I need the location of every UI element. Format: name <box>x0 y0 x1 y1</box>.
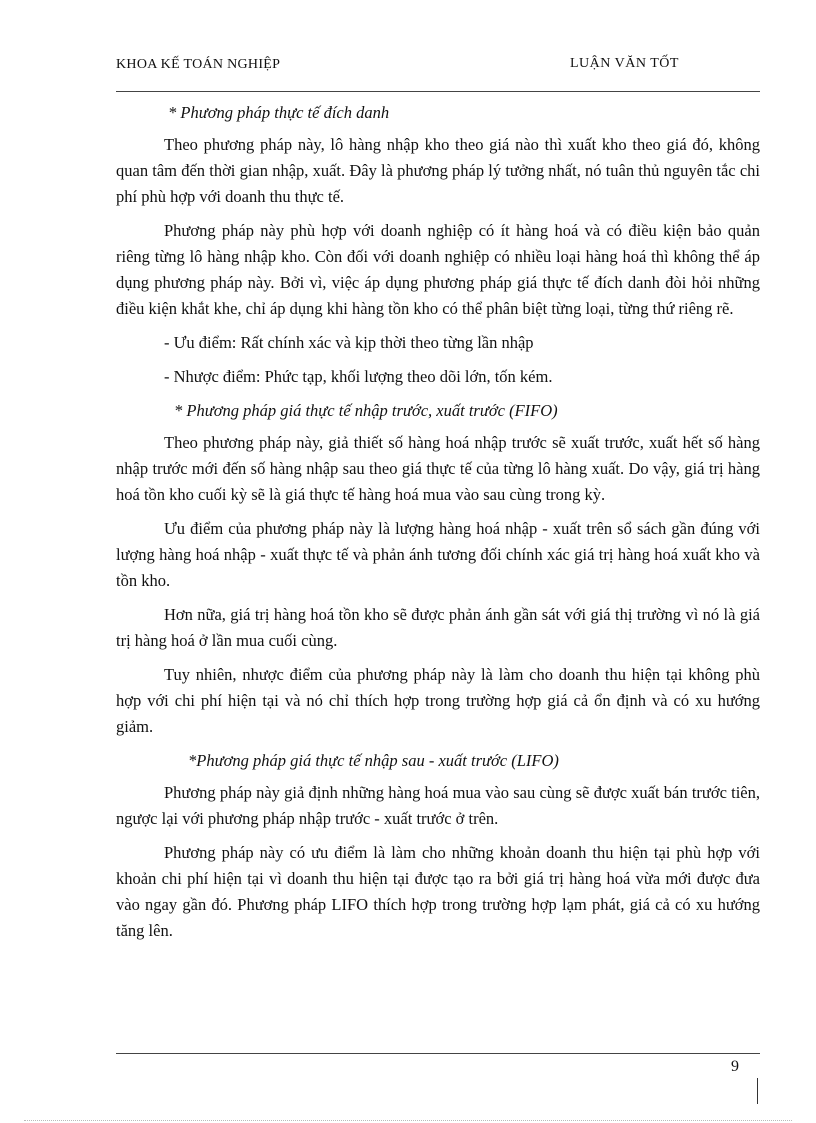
paragraph: Phương pháp này giả định những hàng hoá mua vào sau cùng sẽ được xuất bán trước tiên, ngược lại với phương pháp nhập trước - xuất trước ở trên. <box>116 783 760 828</box>
header-title: LUẬN VĂN TỐT <box>570 56 679 71</box>
section-heading-fifo: * Phương pháp giá thực tế nhập trước, xuất trước (FIFO) <box>174 401 558 420</box>
paragraph: Hơn nữa, giá trị hàng hoá tồn kho sẽ được phản ánh gần sát với giá thị trường vì nó là giá trị hàng hoá ở lần mua cuối cùng. <box>116 605 760 650</box>
page-edge-line <box>757 1078 758 1104</box>
section-heading-lifo: *Phương pháp giá thực tế nhập sau - xuất trước (LIFO) <box>188 751 559 770</box>
paragraph: Tuy nhiên, nhược điểm của phương pháp này là làm cho doanh thu hiện tại không phù hợp với chi phí hiện tại và nó chỉ thích hợp trong trường hợp giá cả ổn định và có xu hướng giảm. <box>116 665 760 736</box>
header-department: KHOA KẾ TOÁN NGHIỆP <box>116 57 281 72</box>
paragraph: Theo phương pháp này, lô hàng nhập kho theo giá nào thì xuất kho theo giá đó, không quan tâm đến thời gian nhập, xuất. Đây là phương pháp lý tưởng nhất, nó tuân thủ nguyên tắc chi phí phù hợp với doanh thu thực tế. <box>116 135 760 206</box>
footer-divider <box>116 1053 760 1054</box>
section-heading-specific-identification: * Phương pháp thực tế đích danh <box>168 103 390 122</box>
document-body <box>116 100 760 952</box>
bullet-disadvantage: - Nhược điểm: Phức tạp, khối lượng theo dõi lớn, tốn kém. <box>164 367 553 386</box>
page-number: 9 <box>731 1058 739 1075</box>
paragraph: Phương pháp này có ưu điểm là làm cho những khoản doanh thu hiện tại phù hợp với khoản chi phí hiện tại vì doanh thu hiện tại được tạo ra bởi giá trị hàng hoá vừa mới được đưa vào ngay gần đó. Phương pháp LIFO thích hợp trong trường hợp lạm phát, giá cả có xu hướng tăng lên. <box>116 843 760 940</box>
paragraph: Ưu điểm của phương pháp này là lượng hàng hoá nhập - xuất trên sổ sách gần đúng với lượng hàng hoá nhập - xuất thực tế và phản ánh tương đối chính xác giá trị hàng hoá xuất kho và tồn kho. <box>116 519 760 590</box>
paragraph: Phương pháp này phù hợp với doanh nghiệp có ít hàng hoá và có điều kiện bảo quản riêng từng lô hàng nhập kho. Còn đối với doanh nghiệp có nhiều loại hàng hoá thì không thể áp dụng phương pháp này. Bởi vì, việc áp dụng phương pháp giá thực tế đích danh đòi hỏi những điều kiện khắt khe, chỉ áp dụng khi hàng tồn kho có thể phân biệt từng loại, từng thứ riêng rẽ. <box>116 221 760 318</box>
bullet-advantage: - Ưu điểm: Rất chính xác và kịp thời theo từng lần nhập <box>164 333 534 352</box>
page-header <box>116 56 760 92</box>
page-bottom-dotted-rule <box>24 1120 792 1121</box>
header-divider <box>116 91 760 92</box>
paragraph: Theo phương pháp này, giả thiết số hàng hoá nhập trước sẽ xuất trước, xuất hết số hàng nhập trước mới đến số hàng nhập sau theo giá thực tế của từng lô hàng xuất. Do vậy, giá trị hàng hoá tồn kho cuối kỳ sẽ là giá thực tế hàng hoá mua vào sau cùng trong kỳ. <box>116 433 760 504</box>
